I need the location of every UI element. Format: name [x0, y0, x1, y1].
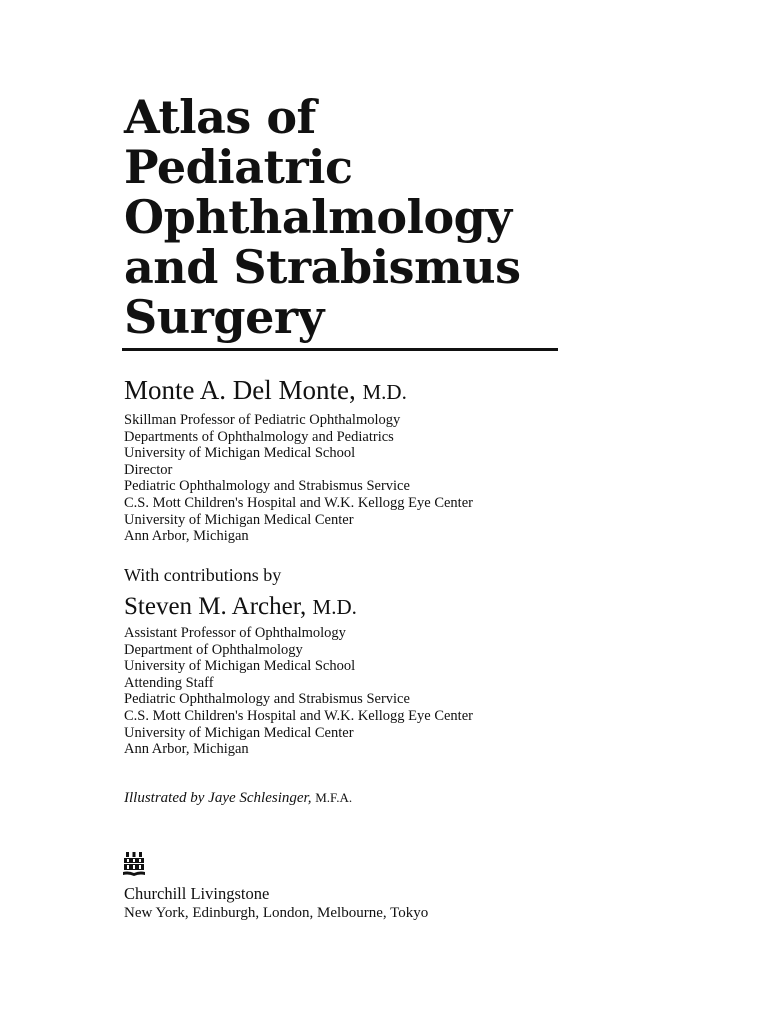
contributing-author-degree: M.D.: [312, 595, 357, 619]
affiliation-line: C.S. Mott Children's Hospital and W.K. Kellogg Eye Center: [124, 707, 473, 724]
affiliation-line: University of Michigan Medical School: [124, 658, 356, 675]
title-line: Surgery: [124, 290, 324, 344]
title-line: Pediatric: [124, 140, 353, 194]
title-line: Ophthalmology: [124, 190, 512, 244]
affiliation-line: Ann Arbor, Michigan: [124, 741, 249, 758]
affiliation-line: Director: [124, 461, 173, 478]
affiliation-line: University of Michigan Medical Center: [124, 511, 354, 528]
affiliation-line: University of Michigan Medical Center: [124, 724, 354, 741]
affiliation-line: Pediatric Ophthalmology and Strabismus Service: [124, 478, 410, 495]
affiliation-line: Attending Staff: [124, 674, 214, 691]
illustrator-credit: [124, 789, 352, 807]
primary-author-affiliations: [124, 412, 473, 545]
contributing-author-affiliations: [124, 625, 473, 758]
affiliation-line: Department of Ophthalmology: [124, 641, 303, 658]
contributing-author-name: Steven M. Archer,: [124, 593, 307, 620]
affiliation-line: Skillman Professor of Pediatric Ophthalmology: [124, 412, 401, 428]
affiliation-line: University of Michigan Medical School: [124, 445, 356, 462]
publisher-name: Churchill Livingstone: [124, 884, 270, 903]
primary-author-degree: M.D.: [362, 380, 407, 404]
title-line: Atlas of: [124, 90, 316, 144]
publisher-logo-icon: [123, 852, 145, 878]
title-divider: [122, 348, 558, 351]
book-title: [124, 92, 644, 342]
primary-author-name: Monte A. Del Monte,: [124, 375, 356, 405]
publisher-cities: New York, Edinburgh, London, Melbourne, Tokyo: [124, 905, 429, 921]
contributions-intro: With contributions by: [124, 565, 282, 585]
affiliation-line: Ann Arbor, Michigan: [124, 528, 249, 545]
illustrator-name: Jaye Schlesinger,: [208, 790, 312, 806]
affiliation-line: Assistant Professor of Ophthalmology: [124, 625, 346, 641]
illustrator-prefix: Illustrated by: [124, 790, 205, 806]
affiliation-line: Pediatric Ophthalmology and Strabismus Service: [124, 691, 410, 708]
affiliation-line: Departments of Ophthalmology and Pediatrics: [124, 428, 394, 445]
primary-author: [124, 376, 407, 406]
affiliation-line: C.S. Mott Children's Hospital and W.K. Kellogg Eye Center: [124, 494, 473, 511]
title-line: and Strabismus: [124, 240, 521, 294]
illustrator-degree: M.F.A.: [315, 790, 353, 805]
contributing-author: [124, 593, 357, 621]
